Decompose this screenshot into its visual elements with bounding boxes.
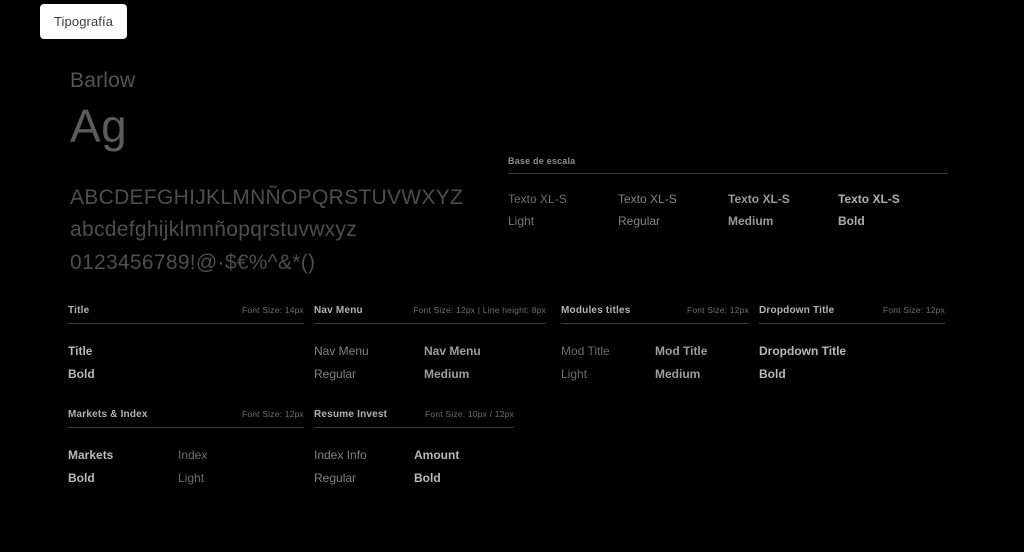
spec-header xyxy=(68,305,304,324)
spec-sample-text: Nav Menu xyxy=(424,344,481,358)
page-tag-chip[interactable]: Tipografía xyxy=(40,4,127,39)
spec-sample-text: Markets xyxy=(68,448,114,462)
scale-weight: Regular xyxy=(618,214,661,229)
spec-body xyxy=(68,444,304,491)
spec-sample-column xyxy=(655,340,749,387)
spec-meta: Font Size: 12px xyxy=(882,305,945,315)
spec-sample-weight: Bold xyxy=(414,471,441,486)
spec-sample-column xyxy=(314,444,414,491)
spec-sample-weight: Medium xyxy=(655,367,701,382)
spec-sample-column xyxy=(68,444,178,491)
spec-sample-weight: Bold xyxy=(68,367,95,382)
spec-sample-text: Nav Menu xyxy=(314,344,369,358)
spec-title: Modules titles xyxy=(561,305,631,316)
spec-meta: Font Size: 12px xyxy=(686,305,749,315)
font-family-name: Barlow xyxy=(70,69,136,92)
spec-header xyxy=(314,409,514,428)
scale-sample: Texto XL-S xyxy=(618,192,677,206)
scale-weight: Medium xyxy=(728,214,774,229)
spec-body xyxy=(561,340,749,387)
spec-body xyxy=(68,340,304,387)
spec-title: Resume Invest xyxy=(314,409,388,420)
spec-header xyxy=(759,305,945,324)
spec-block-resume-invest xyxy=(314,409,514,491)
spec-block-dropdown-title xyxy=(759,305,945,387)
spec-sample-column xyxy=(424,340,534,387)
spec-sample-text: Index xyxy=(178,448,208,462)
spec-block-modules-titles xyxy=(561,305,749,387)
spec-block-markets-index xyxy=(68,409,304,491)
spec-body xyxy=(314,444,514,491)
spec-sample-weight: Regular xyxy=(314,367,357,382)
scale-base-panel xyxy=(508,156,948,232)
spec-block-title xyxy=(68,305,304,387)
spec-body xyxy=(759,340,945,387)
spec-sample-column xyxy=(759,340,874,387)
spec-sample-weight: Medium xyxy=(424,367,470,382)
spec-sample-weight: Regular xyxy=(314,471,357,486)
spec-sample-text: Mod Title xyxy=(561,344,610,358)
spec-title: Nav Menu xyxy=(314,305,363,316)
typography-specimen xyxy=(70,70,463,279)
spec-meta: Font Size: 10px / 12px xyxy=(425,409,514,419)
spec-block-nav-menu xyxy=(314,305,546,387)
spec-sample-column xyxy=(68,340,183,387)
spec-meta: Font Size: 12px xyxy=(241,409,304,419)
spec-header xyxy=(314,305,546,324)
spec-sample-text: Amount xyxy=(414,448,460,462)
spec-sample-text: Dropdown Title xyxy=(759,344,847,358)
scale-column-light xyxy=(508,188,618,232)
glyph-set xyxy=(70,182,463,280)
font-sample-ag: Ag xyxy=(70,100,128,152)
scale-base-columns xyxy=(508,188,948,232)
glyphs-numerals: 0123456789!@·$€%^&*() xyxy=(70,250,316,274)
spec-title: Title xyxy=(68,305,90,316)
scale-weight: Light xyxy=(508,214,535,229)
scale-sample: Texto XL-S xyxy=(508,192,567,206)
spec-header xyxy=(561,305,749,324)
spec-title: Markets & Index xyxy=(68,409,148,420)
scale-column-bold xyxy=(838,188,948,232)
scale-sample: Texto XL-S xyxy=(728,192,790,206)
scale-base-title: Base de escala xyxy=(508,156,948,174)
spec-title: Dropdown Title xyxy=(759,305,835,316)
scale-column-medium xyxy=(728,188,838,232)
spec-meta: Font Size: 14px xyxy=(241,305,304,315)
spec-sample-column xyxy=(314,340,424,387)
scale-sample: Texto XL-S xyxy=(838,192,900,206)
spec-sample-weight: Bold xyxy=(759,367,786,382)
spec-sample-column xyxy=(561,340,655,387)
spec-meta: Font Size: 12px | Line height: 8px xyxy=(413,305,546,315)
spec-sample-text: Mod Title xyxy=(655,344,708,358)
spec-sample-column xyxy=(414,444,514,491)
spec-sample-text: Title xyxy=(68,344,93,358)
spec-sample-weight: Bold xyxy=(68,471,95,486)
spec-sample-weight: Light xyxy=(178,471,205,486)
spec-sample-text: Index Info xyxy=(314,448,367,462)
scale-weight: Bold xyxy=(838,214,865,229)
glyphs-lowercase: abcdefghijklmnñopqrstuvwxyz xyxy=(70,218,358,242)
spec-header xyxy=(68,409,304,428)
spec-body xyxy=(314,340,546,387)
spec-sample-column xyxy=(178,444,288,491)
glyphs-uppercase: ABCDEFGHIJKLMNÑOPQRSTUVWXYZ xyxy=(70,185,464,209)
scale-column-regular xyxy=(618,188,728,232)
spec-sample-weight: Light xyxy=(561,367,588,382)
